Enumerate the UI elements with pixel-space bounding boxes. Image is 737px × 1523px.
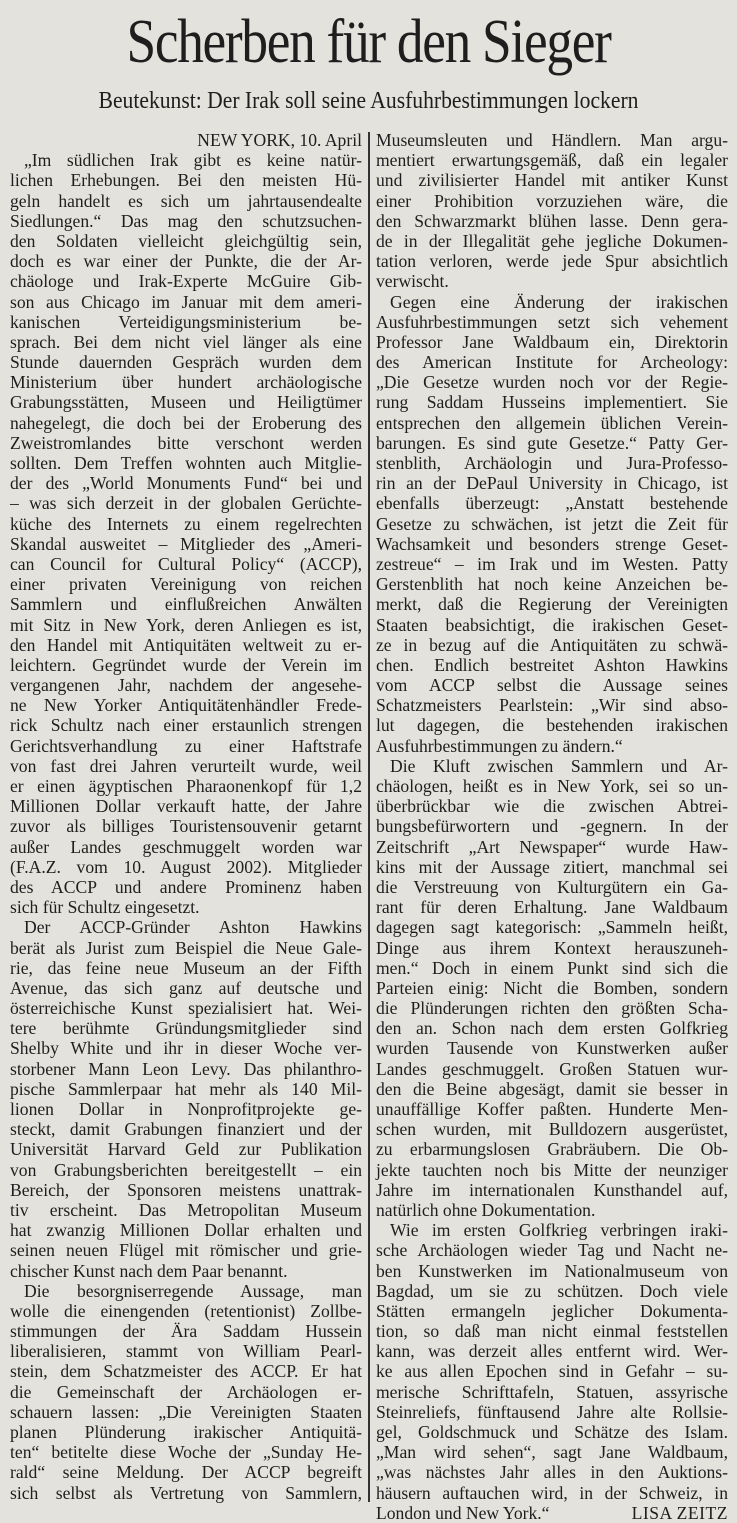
text-line: die Verstreuung von Kulturgütern ein Ga- bbox=[376, 876, 728, 897]
text-line: wolle die einengenden (retentionist) Zollbe- bbox=[10, 1300, 362, 1321]
text-line: küche des Internets zu einem regelrechten bbox=[10, 513, 362, 534]
paragraph bbox=[10, 150, 362, 917]
text-line: Die Kluft zwischen Sammlern und Ar- bbox=[390, 755, 728, 776]
text-line: de in der Illegalität gehe jegliche Dokumen- bbox=[376, 230, 728, 251]
text-line: mit Sitz in New York, deren Anliegen es ist, bbox=[10, 614, 362, 635]
text-line: Ausfuhrbestimmungen zu ändern.“ bbox=[376, 735, 623, 756]
text-line: er einen ägyptischen Pharaonenkopf für 1,2 bbox=[10, 776, 362, 796]
article-column-left bbox=[10, 130, 362, 1503]
text-line: ebenfalls überzeugt: „Anstatt bestehende bbox=[376, 493, 728, 514]
text-line: lut dagegen, die bestehenden irakischen bbox=[376, 715, 728, 736]
text-line: des ACCP und andere Prominenz haben bbox=[10, 876, 362, 897]
text-line: can Council for Cultural Policy“ (ACCP), bbox=[10, 553, 362, 574]
text-line: ten“ betitelte diese Woche der „Sunday He- bbox=[10, 1442, 362, 1463]
text-line: von Grabungsberichten bereitgestellt – ein bbox=[10, 1159, 362, 1180]
text-line: rald“ seine Meldung. Der ACCP begreift bbox=[10, 1462, 362, 1483]
text-line: tion, so daß man nicht einmal feststellen bbox=[376, 1321, 728, 1342]
text-line: stenblith, Archäologin und Jura-Professo- bbox=[376, 453, 728, 473]
text-line: „Die Gesetze wurden noch vor der Regie- bbox=[376, 372, 728, 393]
text-line: chen. Endlich bestreitet Ashton Hawkins bbox=[376, 654, 728, 675]
text-line: tation verloren, werde jede Spur absichtlich bbox=[376, 251, 728, 272]
text-line: und zivilisierter Handel mit antiker Kunst bbox=[376, 170, 728, 191]
text-line: Parteien einig: Nicht die Bomben, sondern bbox=[376, 977, 728, 998]
text-line: Schatzmeisters Pearlstein: „Wir sind abso- bbox=[376, 695, 728, 716]
text-line: seinen neuen Flügel mit römischer und grie- bbox=[10, 1240, 362, 1261]
text-line: ben Kunstwerken im Nationalmuseum von bbox=[376, 1260, 728, 1281]
text-line: berät als Jurist zum Beispiel die Neue Gale- bbox=[10, 937, 362, 958]
text-line: Jahre im internationalen Kunsthandel auf, bbox=[376, 1179, 728, 1200]
text-line: zu erbarmungslosen Grabräubern. Die Ob- bbox=[376, 1139, 728, 1160]
text-line: doch es war einer der Punkte, die der Ar- bbox=[10, 251, 362, 272]
text-line: rung Saddam Husseins implementiert. Sie bbox=[376, 392, 728, 413]
text-line: stein, dem Schatzmeister des ACCP. Er hat bbox=[10, 1361, 362, 1382]
text-line: kanischen Verteidigungsministerium be- bbox=[10, 311, 362, 332]
text-line: Grabungsstätten, Museen und Heiligtümer bbox=[10, 392, 362, 413]
text-line: Museumsleuten und Händlern. Man argu- bbox=[376, 130, 728, 150]
text-line: Wie im ersten Golfkrieg verbringen iraki- bbox=[390, 1220, 728, 1241]
text-line: Bagdad, um sie zu schützen. Doch viele bbox=[376, 1280, 728, 1301]
paragraph bbox=[376, 1220, 728, 1523]
text-line: der des „World Monuments Fund“ bei und bbox=[10, 473, 362, 494]
text-line: chäologen, heißt es in New York, sei so un- bbox=[376, 776, 728, 796]
text-line: Millionen Dollar verkauft hatte, der Jahre bbox=[10, 796, 362, 817]
text-line: chischer Kunst nach dem Paar benannt. bbox=[10, 1260, 288, 1281]
text-line: bungsbefürwortern und -gegnern. In der bbox=[376, 816, 728, 837]
text-line: schen wurden, mit Bulldozern ausgerüstet, bbox=[376, 1119, 728, 1140]
text-line: von fast drei Jahren verurteilt wurde, weil bbox=[10, 755, 362, 776]
text-line: den Handel mit Antiquitäten weltweit zu er- bbox=[10, 634, 362, 655]
text-line: rie, das feine neue Museum an der Fifth bbox=[10, 957, 362, 978]
text-line: hat zwanzig Millionen Dollar erhalten und bbox=[10, 1220, 362, 1241]
text-line: mentiert erwartungsgemäß, daß ein legaler bbox=[376, 150, 728, 171]
text-line: (F.A.Z. vom 10. August 2002). Mitglieder bbox=[10, 856, 362, 877]
text-line: Gesetze zu schwächen, ist jetzt die Zeit für bbox=[376, 513, 728, 534]
text-line: natürlich ohne Dokumentation. bbox=[376, 1199, 596, 1220]
text-line: Siedlungen.“ Das mag den schutzsuchen- bbox=[10, 210, 362, 231]
text-line: steckt, damit Grabungen finanziert und der bbox=[10, 1119, 362, 1140]
text-line: die Gemeinschaft der Archäologen er- bbox=[10, 1381, 362, 1402]
paragraph bbox=[10, 1281, 362, 1503]
text-line: gel, Goldschmuck und Schätze des Islam. bbox=[376, 1422, 728, 1442]
text-line: Steinreliefs, fünftausend Jahre alte Rollsie- bbox=[376, 1401, 728, 1422]
text-line: sche Archäologen wieder Tag und Nacht ne- bbox=[376, 1240, 728, 1261]
text-line: zestreue“ – im Irak und im Westen. Patty bbox=[376, 553, 728, 574]
text-line: stimmungen der Ära Saddam Hussein bbox=[10, 1321, 362, 1342]
paragraph bbox=[10, 917, 362, 1280]
text-line: kann, was derzeit alles entfernt wird. Wer- bbox=[376, 1341, 728, 1362]
text-line: sprach. Bei dem nicht viel länger als eine bbox=[10, 331, 362, 352]
text-line: einer privaten Vereinigung von reichen bbox=[10, 574, 362, 595]
text-line: Sammlern und einflußreichen Anwälten bbox=[10, 594, 362, 615]
text-line: Zweistromlandes bitte verschont werden bbox=[10, 432, 362, 453]
text-line: wurden Tausende von Kunstwerken außer bbox=[376, 1038, 728, 1059]
text-line: zuvor als billiges Touristensouvenir getarnt bbox=[10, 816, 362, 837]
text-line: „Man wird sehen“, sagt Jane Waldbaum, bbox=[376, 1442, 728, 1463]
text-line: dagegen sagt kategorisch: „Sammeln heißt, bbox=[376, 917, 728, 938]
paragraph bbox=[376, 292, 728, 756]
text-line: verwischt. bbox=[376, 271, 449, 292]
text-line: Gegen eine Änderung der irakischen bbox=[390, 291, 728, 312]
text-line: einer Prohibition vorzuziehen wäre, die bbox=[376, 190, 728, 211]
text-line: vergangenen Jahr, nachdem der angesehe- bbox=[10, 675, 362, 696]
text-line: den die Beine abgesägt, damit sie besser in bbox=[376, 1078, 728, 1099]
text-line: außer Landes geschmuggelt worden war bbox=[10, 836, 362, 857]
text-line: Ministerium über hundert archäologische bbox=[10, 372, 362, 393]
headline: Scherben für den Sieger bbox=[126, 8, 611, 76]
text-line: ze in bezug auf die Antiquitäten zu schwä- bbox=[376, 634, 728, 655]
text-line: Stätten ermangeln jeglicher Dokumenta- bbox=[376, 1300, 728, 1321]
text-line: rick Schultz nach einer erstaunlich strengen bbox=[10, 715, 362, 736]
text-line: leichtern. Gegründet wurde der Verein im bbox=[10, 654, 362, 675]
text-line: liberalisieren, stammt von William Pearl- bbox=[10, 1341, 362, 1362]
text-line: unauffällige Koffer paßten. Hunderte Men- bbox=[376, 1099, 728, 1119]
column-divider bbox=[368, 132, 370, 1502]
byline: LISA ZEITZ bbox=[631, 1502, 728, 1523]
paragraph bbox=[376, 756, 728, 1220]
text-line: die Plünderungen richten den größten Scha- bbox=[376, 998, 728, 1019]
text-line: pische Sammlerpaar hat mehr als 140 Mil- bbox=[10, 1078, 362, 1099]
text-line: Gerstenblith hat noch keine Anzeichen be- bbox=[376, 574, 728, 595]
text-line: Shelby White und ihr in dieser Woche ver- bbox=[10, 1038, 362, 1059]
text-line: Die besorgniserregende Aussage, man bbox=[24, 1280, 362, 1301]
text-line: geln handelt es sich um jahrtausendealte bbox=[10, 190, 362, 211]
text-line: barungen. Es sind gute Gesetze.“ Patty Ger- bbox=[376, 432, 728, 453]
text-line: Universität Harvard Geld zur Publikation bbox=[10, 1139, 362, 1160]
text-line: sollten. Dem Treffen wohnten auch Mitglie- bbox=[10, 453, 362, 473]
text-line: lionen Dollar in Nonprofitprojekte ge- bbox=[10, 1099, 362, 1119]
text-line bbox=[376, 1503, 728, 1523]
paragraph bbox=[376, 130, 728, 292]
text-line: son aus Chicago im Januar mit dem ameri- bbox=[10, 291, 362, 312]
text-line: rin an der DePaul University in Chicago, ist bbox=[376, 473, 728, 494]
text-line: sich selbst als Vertretung von Sammlern, bbox=[10, 1482, 362, 1503]
text-line: vom ACCP selbst die Aussage seines bbox=[376, 675, 728, 696]
text-line: tere berühmte Gründungsmitglieder sind bbox=[10, 1018, 362, 1039]
text-line: merische Schrifttafeln, Statuen, assyrische bbox=[376, 1381, 728, 1402]
text-line: den Soldaten vielleicht gleichgültig sein, bbox=[10, 230, 362, 251]
text-line: Stunde dauernden Gespräch wurden dem bbox=[10, 352, 362, 373]
text-line: Bereich, der Sponsoren meistens unattrak- bbox=[10, 1179, 362, 1200]
text-line: merkt, daß die Regierung der Vereinigten bbox=[376, 594, 728, 615]
text-line: häusern auftauchen wird, in der Schweiz, in bbox=[376, 1482, 728, 1503]
text-line: – was sich derzeit in der globalen Gerüchte- bbox=[10, 493, 362, 514]
dateline: NEW YORK, 10. April bbox=[197, 130, 362, 150]
text-line: schauern lassen: „Die Vereinigten Staaten bbox=[10, 1401, 362, 1422]
text-line: Der ACCP-Gründer Ashton Hawkins bbox=[24, 917, 362, 938]
text-line: storbener Mann Leon Levy. Das philanthro- bbox=[10, 1058, 362, 1079]
text-line: Wachsamkeit und besonders strenge Geset- bbox=[376, 533, 728, 554]
text-line: planen Plünderung irakischer Antiquitä- bbox=[10, 1422, 362, 1442]
text-line: „was nächstes Jahr alles in den Auktions- bbox=[376, 1462, 728, 1483]
text-line: den an. Schon nach dem ersten Golfkrieg bbox=[376, 1018, 728, 1039]
text-line: men.“ Doch in einem Punkt sind sich die bbox=[376, 957, 728, 978]
subheadline: Beutekunst: Der Irak soll seine Ausfuhrbestimmungen lockern bbox=[98, 88, 639, 114]
text-line: Landes geschmuggelt. Großen Statuen wur- bbox=[376, 1058, 728, 1079]
text-line: nahegelegt, die doch bei der Eroberung des bbox=[10, 412, 362, 433]
text-line: Zeitschrift „Art Newspaper“ wurde Haw- bbox=[376, 836, 728, 857]
text-line-content: London und New York.“ bbox=[376, 1502, 550, 1523]
text-line: „Im südlichen Irak gibt es keine natür- bbox=[24, 150, 362, 171]
text-line: Dinge aus ihrem Kontext herauszuneh- bbox=[376, 937, 728, 958]
text-line: kins mit der Aussage zitiert, manchmal sei bbox=[376, 856, 728, 877]
text-line: österreichische Kunst spezialisiert hat. Wei- bbox=[10, 998, 362, 1019]
text-line: überbrückbar wie die zwischen Abtrei- bbox=[376, 796, 728, 817]
text-line: des American Institute for Archeology: bbox=[376, 352, 728, 373]
text-line: Avenue, das sich ganz auf deutsche und bbox=[10, 977, 362, 998]
text-line: entsprechen den allgemein üblichen Verein- bbox=[376, 412, 728, 433]
text-line: lichen Erhebungen. Bei den meisten Hü- bbox=[10, 170, 362, 191]
text-line: Skandal ausweitet – Mitglieder des „Ameri- bbox=[10, 533, 362, 554]
text-line: jekte tauchten noch bis Mitte der neunziger bbox=[376, 1159, 728, 1180]
text-line: ke aus allen Epochen sind in Gefahr – su- bbox=[376, 1361, 728, 1382]
text-line: Gerichtsverhandlung zu einer Haftstrafe bbox=[10, 735, 362, 756]
article-column-right bbox=[376, 130, 728, 1523]
text-line: ne New Yorker Antiquitätenhändler Frede- bbox=[10, 695, 362, 716]
text-line: Staaten beabsichtigt, die irakischen Geset- bbox=[376, 614, 728, 635]
text-line: Ausfuhrbestimmungen setzt sich vehement bbox=[376, 311, 728, 332]
text-line: rant für deren Erhaltung. Jane Waldbaum bbox=[376, 897, 728, 918]
text-line: Professor Jane Waldbaum ein, Direktorin bbox=[376, 331, 728, 352]
text-line: tiv erscheint. Das Metropolitan Museum bbox=[10, 1199, 362, 1220]
text-line: sich für Schultz eingesetzt. bbox=[10, 897, 200, 918]
text-line: chäologe und Irak-Experte McGuire Gib- bbox=[10, 271, 362, 292]
text-line: den Schwarzmarkt blühen lasse. Denn gera- bbox=[376, 210, 728, 231]
